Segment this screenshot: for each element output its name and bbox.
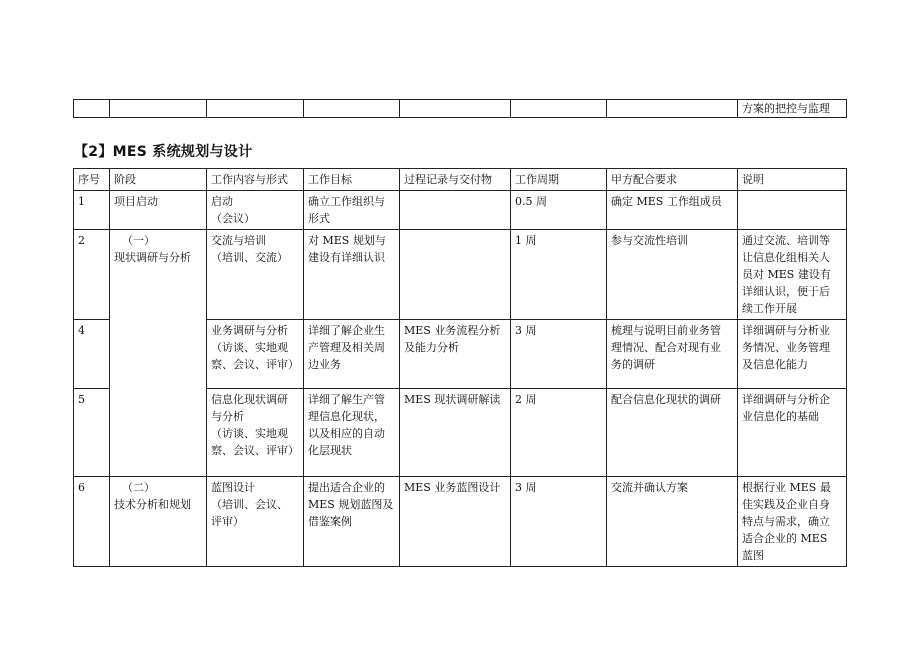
row-requirement: 交流并确认方案 bbox=[607, 477, 738, 567]
row-record bbox=[400, 230, 511, 320]
table-cell bbox=[400, 100, 511, 118]
row-no: 4 bbox=[74, 320, 110, 389]
row-content: 交流与培训 （培训、交流） bbox=[207, 230, 304, 320]
row-record: MES 现状调研解读 bbox=[400, 389, 511, 477]
row-period: 2 周 bbox=[511, 389, 607, 477]
header-content: 工作内容与形式 bbox=[207, 169, 304, 191]
header-no: 序号 bbox=[74, 169, 110, 191]
table-row bbox=[74, 100, 847, 118]
row-requirement: 参与交流性培训 bbox=[607, 230, 738, 320]
row-note: 详细调研与分析企 业信息化的基础 bbox=[738, 389, 847, 477]
header-record: 过程记录与交付物 bbox=[400, 169, 511, 191]
row-stage: （二） 技术分析和规划 bbox=[110, 477, 207, 567]
header-stage: 阶段 bbox=[110, 169, 207, 191]
plan-table bbox=[73, 168, 847, 567]
header-goal: 工作目标 bbox=[304, 169, 400, 191]
table-cell bbox=[74, 100, 110, 118]
previous-table-fragment bbox=[73, 99, 847, 118]
row-content: 蓝图设计 （培训、会议、 评审） bbox=[207, 477, 304, 567]
row-period: 0.5 周 bbox=[511, 191, 607, 230]
row-period: 3 周 bbox=[511, 320, 607, 389]
header-note: 说明 bbox=[738, 169, 847, 191]
row-content: 信息化现状调研 与分析 （访谈、实地观 察、会议、评审） bbox=[207, 389, 304, 477]
table-cell: 方案的把控与监理 bbox=[738, 100, 847, 118]
row-goal: 提出适合企业的 MES 规划蓝图及 借鉴案例 bbox=[304, 477, 400, 567]
row-requirement: 梳理与说明目前业务管 理情况、配合对现有业 务的调研 bbox=[607, 320, 738, 389]
row-requirement: 确定 MES 工作组成员 bbox=[607, 191, 738, 230]
table-cell bbox=[511, 100, 607, 118]
table-row bbox=[74, 191, 847, 230]
row-note bbox=[738, 191, 847, 230]
row-goal: 确立工作组织与 形式 bbox=[304, 191, 400, 230]
section-title: 【2】MES 系统规划与设计 bbox=[74, 144, 253, 160]
row-goal: 对 MES 规划与 建设有详细认识 bbox=[304, 230, 400, 320]
row-requirement: 配合信息化现状的调研 bbox=[607, 389, 738, 477]
row-goal: 详细了解企业生 产管理及相关周 边业务 bbox=[304, 320, 400, 389]
table-cell bbox=[207, 100, 304, 118]
row-no: 5 bbox=[74, 389, 110, 477]
row-no: 2 bbox=[74, 230, 110, 320]
header-requirement: 甲方配合要求 bbox=[607, 169, 738, 191]
row-stage: （一） 现状调研与分析 bbox=[110, 230, 207, 477]
table-cell bbox=[110, 100, 207, 118]
table-cell bbox=[304, 100, 400, 118]
row-content: 启动 （会议） bbox=[207, 191, 304, 230]
row-record: MES 业务流程分析 及能力分析 bbox=[400, 320, 511, 389]
table-row bbox=[74, 477, 847, 567]
table-row bbox=[74, 230, 847, 320]
row-goal: 详细了解生产管 理信息化现状， 以及相应的自动 化层现状 bbox=[304, 389, 400, 477]
row-note: 通过交流、培训等 让信息化组相关人 员对 MES 建设有 详细认识，便于后 续工作开展 bbox=[738, 230, 847, 320]
row-period: 1 周 bbox=[511, 230, 607, 320]
row-content: 业务调研与分析 （访谈、实地观 察、会议、评审） bbox=[207, 320, 304, 389]
row-no: 1 bbox=[74, 191, 110, 230]
table-cell bbox=[607, 100, 738, 118]
row-record bbox=[400, 191, 511, 230]
row-period: 3 周 bbox=[511, 477, 607, 567]
row-no: 6 bbox=[74, 477, 110, 567]
row-record: MES 业务蓝图设计 bbox=[400, 477, 511, 567]
row-note: 详细调研与分析业 务情况、业务管理 及信息化能力 bbox=[738, 320, 847, 389]
row-stage: 项目启动 bbox=[110, 191, 207, 230]
row-note: 根据行业 MES 最 佳实践及企业自身 特点与需求，确立 适合企业的 MES 蓝图 bbox=[738, 477, 847, 567]
header-period: 工作周期 bbox=[511, 169, 607, 191]
table-header-row bbox=[74, 169, 847, 191]
